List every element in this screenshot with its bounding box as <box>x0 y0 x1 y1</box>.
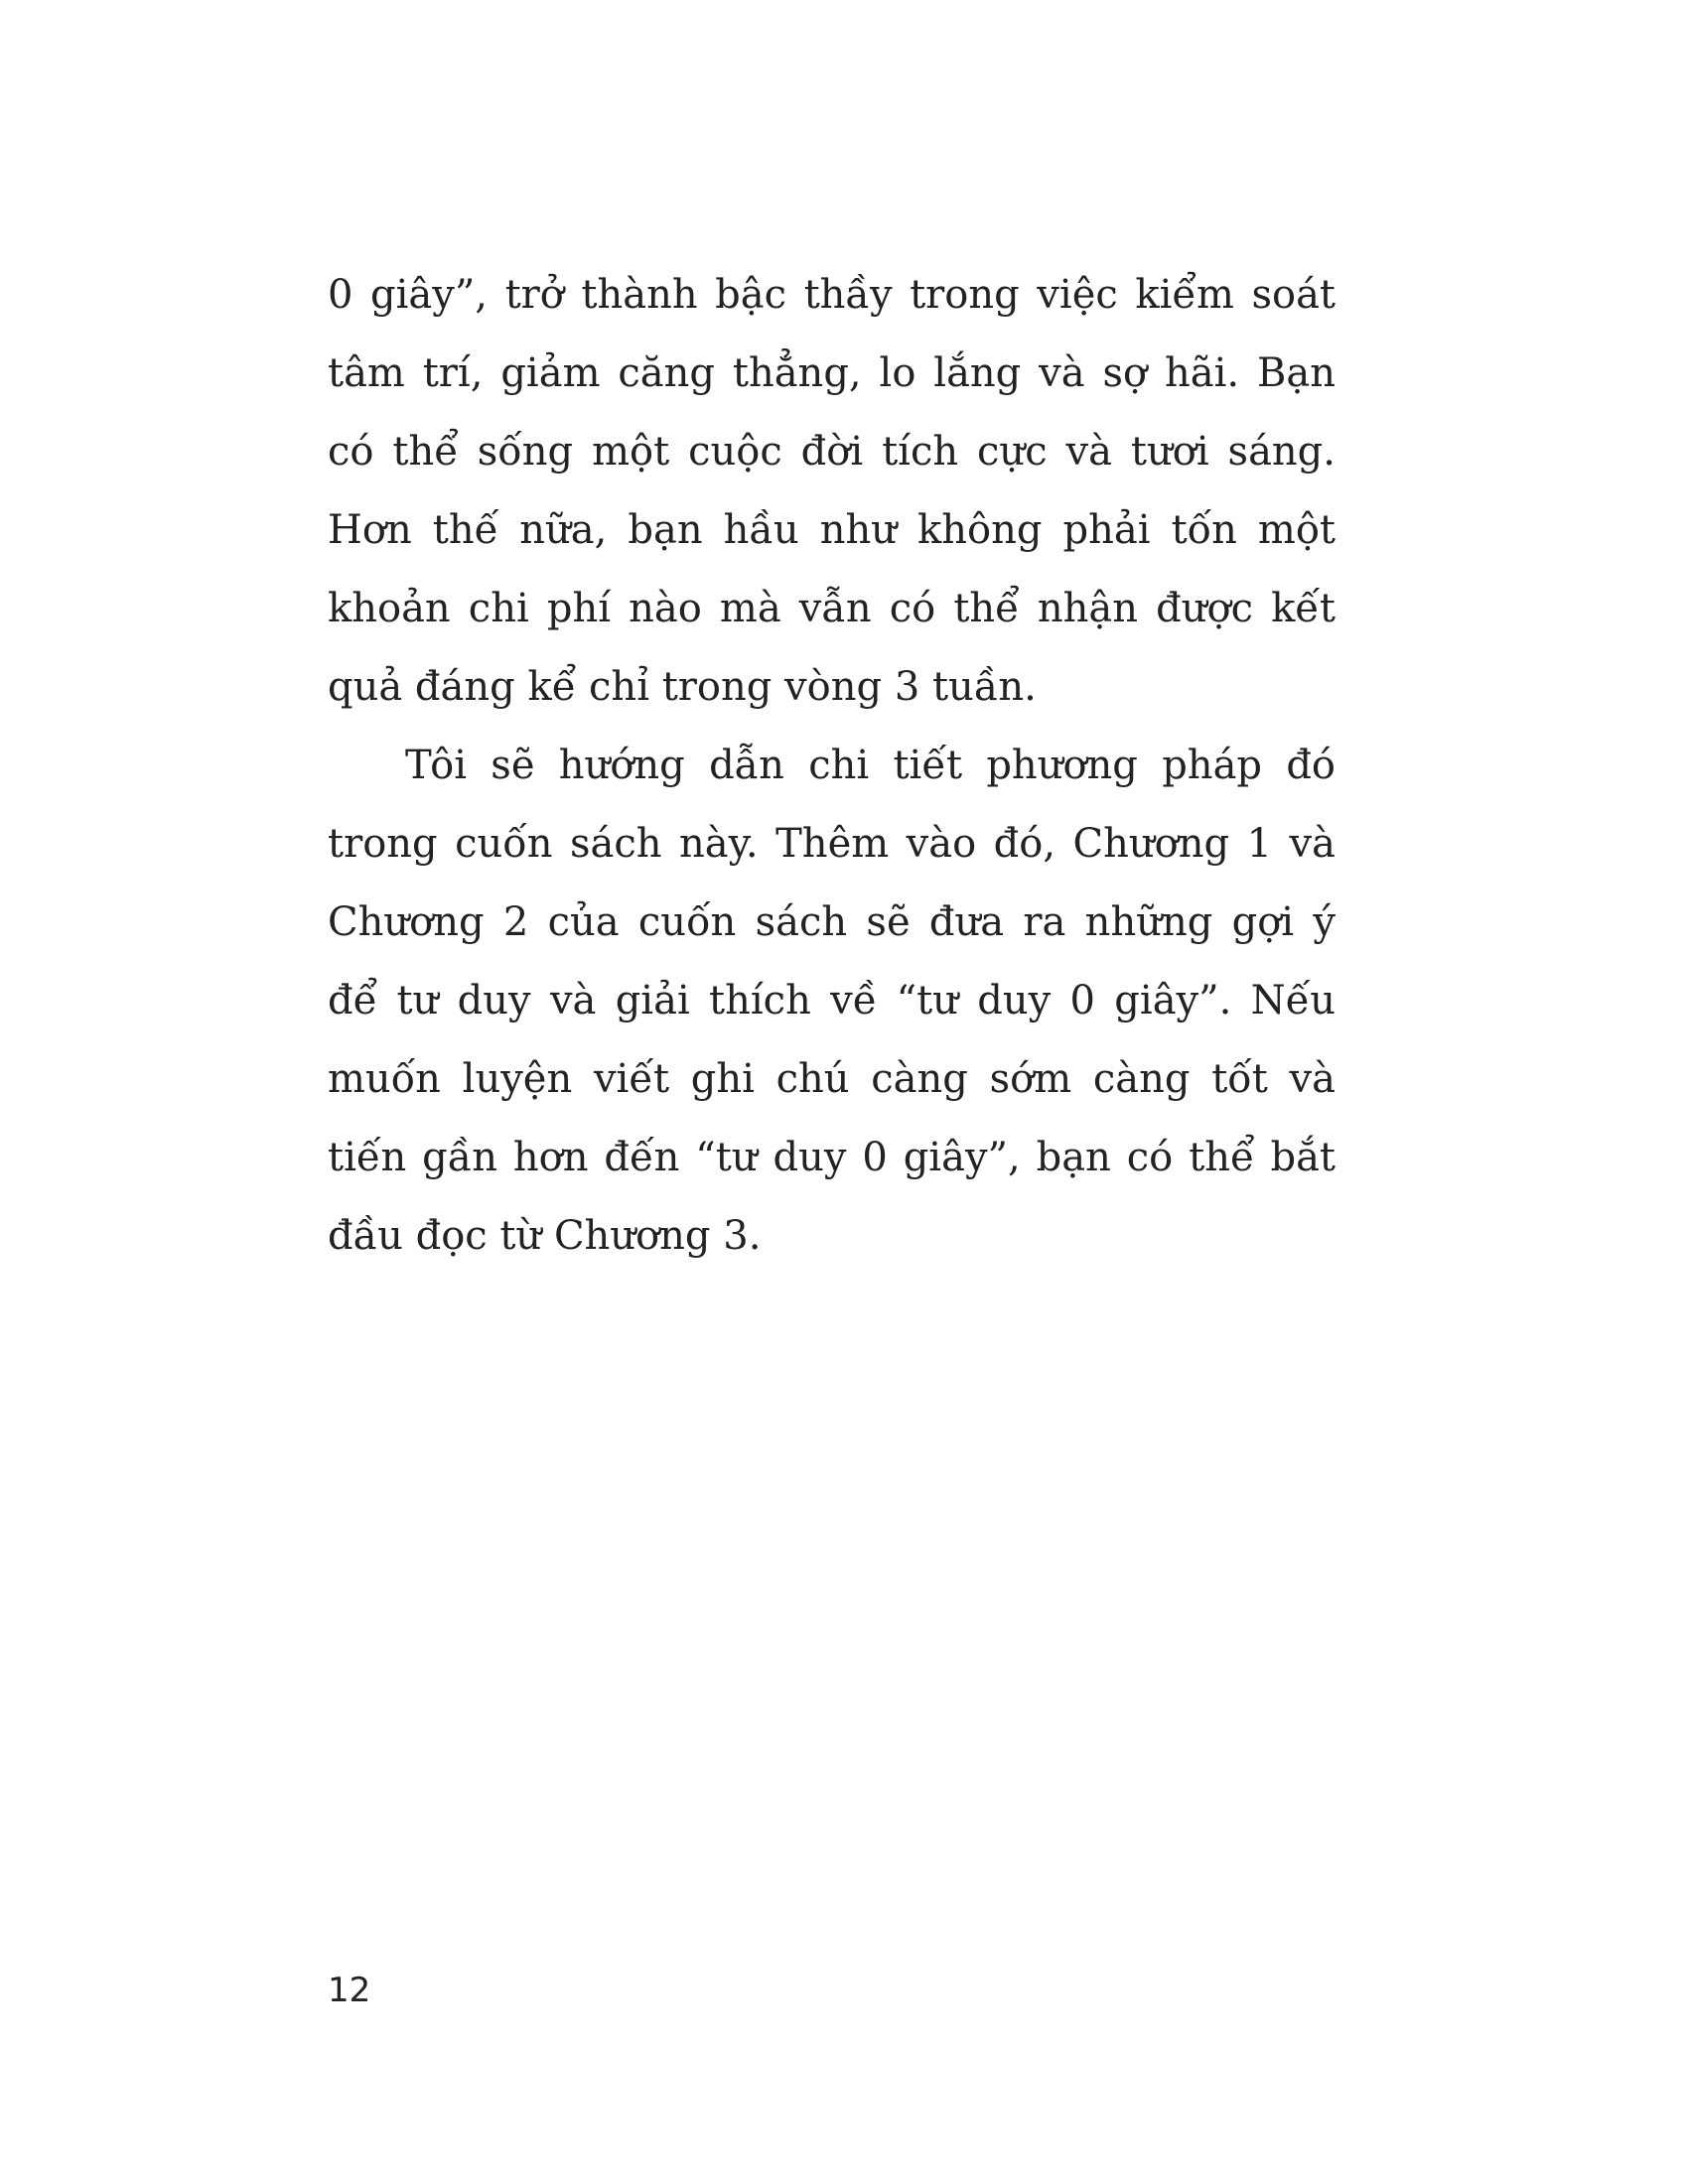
paragraph-2 <box>328 727 1336 1276</box>
paragraph-line: muốn luyện viết ghi chú càng sớm càng tốt và <box>328 1056 1336 1102</box>
paragraph-line: quả đáng kể chỉ trong vòng 3 tuần. <box>328 664 1037 710</box>
paragraph-line: 0 giây”, trở thành bậc thầy trong việc kiểm soát <box>328 272 1336 318</box>
paragraph-line: Tôi sẽ hướng dẫn chi tiết phương pháp đó <box>405 743 1336 788</box>
paragraph-line: đầu đọc từ Chương 3. <box>328 1213 762 1259</box>
paragraph-1 <box>328 256 1336 727</box>
paragraph-line: để tư duy và giải thích về “tư duy 0 giây”. Nếu <box>328 978 1336 1024</box>
page-number: 12 <box>328 1971 371 2010</box>
paragraph-line: trong cuốn sách này. Thêm vào đó, Chương 1 và <box>328 821 1336 867</box>
paragraph-line: Hơn thế nữa, bạn hầu như không phải tốn một <box>328 507 1336 553</box>
paragraph-line: có thể sống một cuộc đời tích cực và tươi sáng. <box>328 429 1336 475</box>
paragraph-line: khoản chi phí nào mà vẫn có thể nhận được kết <box>328 586 1336 631</box>
paragraph-line: Chương 2 của cuốn sách sẽ đưa ra những gợi ý <box>328 899 1336 945</box>
paragraph-line: tiến gần hơn đến “tư duy 0 giây”, bạn có thể bắt <box>328 1135 1336 1180</box>
paragraph-line: tâm trí, giảm căng thẳng, lo lắng và sợ hãi. Bạn <box>328 350 1336 396</box>
body-text <box>328 256 1336 1276</box>
